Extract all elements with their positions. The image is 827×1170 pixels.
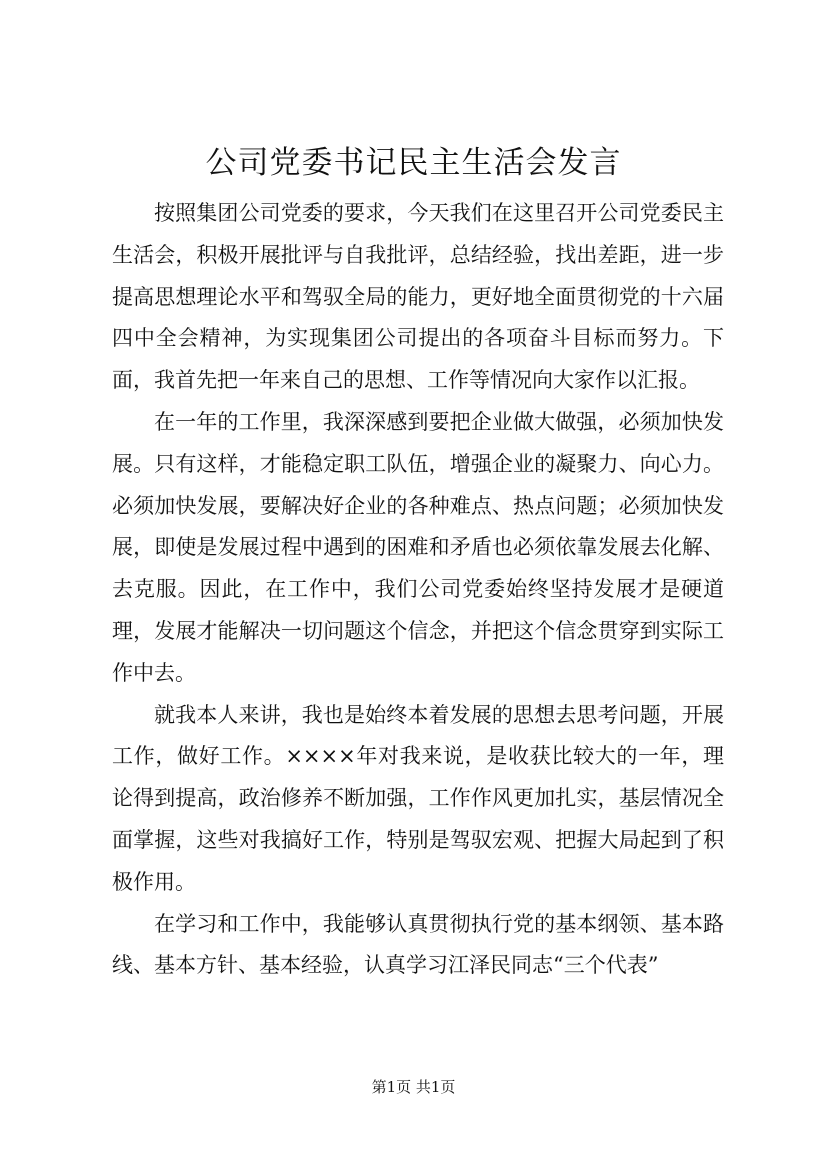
paragraph-4: 在学习和工作中，我能够认真贯彻执行党的基本纲领、基本路线、基本方针、基本经验，认真学习江泽民同志“三个代表” [112,911,724,978]
paragraph-2: 在一年的工作里，我深深感到要把企业做大做强，必须加快发展。只有这样，才能稳定职工队伍，增强企业的凝聚力、向心力。必须加快发展，要解决好企业的各种难点、热点问题；必须加快发展，即使是发展过程中遇到的困难和矛盾也必须依靠发展去化解、去克服。因此，在工作中，我们公司党委始终坚持发展才是硬道理，发展才能解决一切问题这个信念，并把这个信念贯穿到实际工作中去。 [112,409,724,685]
paragraph-1: 按照集团公司党委的要求，今天我们在这里召开公司党委民主生活会，积极开展批评与自我批评，总结经验，找出差距，进一步提高思想理论水平和驾驭全局的能力，更好地全面贯彻党的十六届四中全会精神，为实现集团公司提出的各项奋斗目标而努力。下面，我首先把一年来自己的思想、工作等情况向大家作以汇报。 [112,201,724,393]
document-body [112,193,724,987]
page-footer: 第1页 共1页 [371,1078,456,1096]
paragraph-3: 就我本人来讲，我也是始终本着发展的思想去思考问题，开展工作，做好工作。××××年对我来说，是收获比较大的一年，理论得到提高，政治修养不断加强，工作作风更加扎实，基层情况全面掌握，这些对我搞好工作，特别是驾驭宏观、把握大局起到了积极作用。 [112,702,724,894]
document-title: 公司党委书记民主生活会发言 [205,145,622,181]
